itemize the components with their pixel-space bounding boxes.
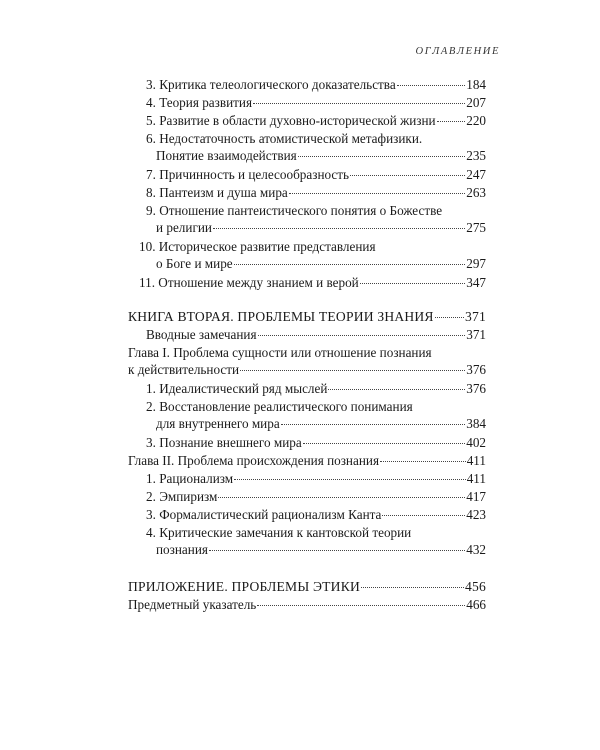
toc-entry-title: 1. Рационализм [146, 471, 234, 486]
toc-entry [139, 238, 486, 272]
toc-entry-title-line1: 9. Отношение пантеистического понятия о Божестве [146, 203, 443, 218]
toc-entry-page: 347 [466, 275, 486, 290]
toc-entry-title: Предметный указатель [128, 597, 257, 612]
leader-dots [218, 497, 465, 498]
toc-entry [146, 434, 486, 451]
toc-entry [128, 452, 486, 469]
toc-entry [146, 130, 486, 164]
leader-dots [257, 605, 465, 606]
toc-entry [146, 398, 486, 432]
leader-dots [253, 103, 465, 104]
toc-entry-title: 8. Пантеизм и душа мира [146, 185, 288, 200]
toc-entry-page: 247 [466, 167, 486, 182]
leader-dots [209, 550, 465, 551]
toc-entry [146, 380, 486, 397]
toc-entry-page: 275 [466, 220, 486, 235]
toc-entry [146, 506, 486, 523]
toc-entry-title-line1: 2. Восстановление реалистического понимания [146, 399, 413, 414]
toc-entry-page: 297 [466, 256, 486, 271]
leader-dots [350, 175, 465, 176]
toc-entry-page: 376 [466, 362, 486, 377]
toc-entry-appendix [128, 578, 486, 595]
toc-entry-title: 2. Эмпиризм [146, 489, 218, 504]
toc-entry-page: 376 [466, 381, 486, 396]
toc-entry-title: 11. Отношение между знанием и верой [139, 275, 359, 290]
leader-dots [435, 317, 464, 318]
toc-entry [146, 470, 486, 487]
leader-dots [298, 156, 466, 157]
toc-entry-page: 456 [465, 579, 486, 594]
toc-entry-page: 411 [466, 453, 486, 468]
toc-entry-title: КНИГА ВТОРАЯ. ПРОБЛЕМЫ ТЕОРИИ ЗНАНИЯ [128, 309, 434, 324]
leader-dots [258, 335, 466, 336]
toc-entry-page: 402 [466, 435, 486, 450]
toc-entry-title: 3. Формалистический рационализм Канта [146, 507, 382, 522]
toc-entry [146, 488, 486, 505]
toc-entry [128, 344, 486, 378]
leader-dots [240, 370, 465, 371]
toc-entry-page: 220 [466, 113, 486, 128]
toc-entry-title: 1. Идеалистический ряд мыслей [146, 381, 328, 396]
toc-entry-title: для внутреннего мира [156, 416, 280, 431]
toc-entry-title: Вводные замечания [146, 327, 257, 342]
leader-dots [234, 264, 466, 265]
toc-entry-title: Глава II. Проблема происхождения познания [128, 453, 380, 468]
toc-entry-title-line1: Глава I. Проблема сущности или отношение познания [128, 345, 432, 360]
leader-dots [380, 461, 466, 462]
toc-entry-page: 263 [466, 185, 486, 200]
toc-entry [146, 202, 486, 236]
toc-entry-title-line1: 10. Историческое развитие представления [139, 239, 376, 254]
toc-entry-page: 371 [465, 309, 486, 324]
toc-entry-title: 3. Познание внешнего мира [146, 435, 302, 450]
toc-entry-page: 423 [466, 507, 486, 522]
toc-entry-title: 3. Критика телеологического доказательства [146, 77, 396, 92]
toc-entry-title: к действительности [128, 362, 240, 377]
toc-entry-page: 417 [466, 489, 486, 504]
toc-entry-title: 5. Развитие в области духовно-исторической жизни [146, 113, 436, 128]
leader-dots [360, 283, 465, 284]
toc-entry-title: познания [156, 542, 208, 557]
toc-entry [146, 166, 486, 183]
toc-entry-page: 371 [466, 327, 486, 342]
toc-entry-title: ПРИЛОЖЕНИЕ. ПРОБЛЕМЫ ЭТИКИ [128, 579, 360, 594]
toc-entry [146, 326, 486, 343]
leader-dots [303, 443, 466, 444]
toc-entry-title-line1: 4. Критические замечания к кантовской теории [146, 525, 412, 540]
toc-entry [128, 596, 486, 613]
toc-entry-title: Понятие взаимодействия [156, 148, 297, 163]
toc-entry-book [128, 308, 486, 325]
toc-entry-title: 4. Теория развития [146, 95, 253, 110]
toc-entry [146, 94, 486, 111]
toc-entry-page: 411 [466, 471, 486, 486]
toc-entry [139, 274, 486, 291]
toc-entry-title: о Боге и мире [156, 256, 233, 271]
running-head: ОГЛАВЛЕНИЕ [415, 46, 500, 57]
toc-entry-page: 432 [466, 542, 486, 557]
leader-dots [213, 228, 465, 229]
leader-dots [328, 389, 465, 390]
toc-entry-page: 466 [466, 597, 486, 612]
toc-entry-page: 184 [466, 77, 486, 92]
toc-entry [146, 184, 486, 201]
leader-dots [234, 479, 466, 480]
toc-entry-title-line1: 6. Недостаточность атомистической метафизики. [146, 131, 423, 146]
toc-entry-page: 235 [466, 148, 486, 163]
leader-dots [289, 193, 465, 194]
leader-dots [397, 85, 466, 86]
toc-entry [146, 76, 486, 93]
toc-entry-page: 207 [466, 95, 486, 110]
toc-entry-title: и религии [156, 220, 212, 235]
leader-dots [437, 121, 466, 122]
toc-entry [146, 524, 486, 558]
leader-dots [382, 515, 465, 516]
leader-dots [361, 587, 464, 588]
toc-entry-title: 7. Причинность и целесообразность [146, 167, 350, 182]
leader-dots [281, 424, 466, 425]
toc-entry [146, 112, 486, 129]
toc-entry-page: 384 [466, 416, 486, 431]
